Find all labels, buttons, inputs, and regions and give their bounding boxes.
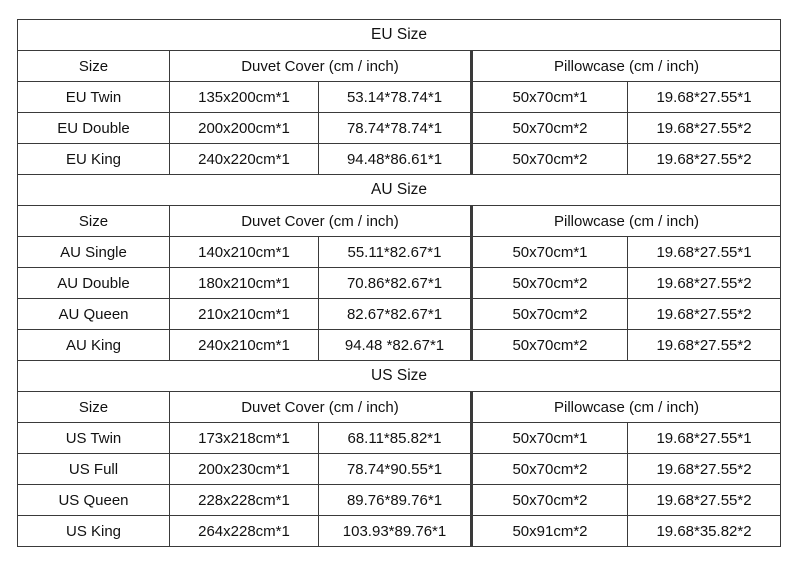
pillowcase-cm-cell: 50x70cm*2 <box>472 330 628 361</box>
duvet-inch-cell: 70.86*82.67*1 <box>319 268 472 299</box>
pillowcase-inch-cell: 19.68*27.55*2 <box>628 144 781 175</box>
section-title: EU Size <box>18 20 781 51</box>
size-name-cell: AU Queen <box>18 299 170 330</box>
table-row <box>18 268 781 299</box>
pillowcase-inch-cell: 19.68*27.55*1 <box>628 237 781 268</box>
pillowcase-cm-cell: 50x70cm*1 <box>472 82 628 113</box>
size-name-cell: US Twin <box>18 423 170 454</box>
duvet-cm-cell: 173x218cm*1 <box>170 423 319 454</box>
size-name-cell: EU Double <box>18 113 170 144</box>
size-name-cell: EU Twin <box>18 82 170 113</box>
column-header-row <box>18 206 781 237</box>
table-row <box>18 144 781 175</box>
duvet-cm-cell: 180x210cm*1 <box>170 268 319 299</box>
table-row <box>18 113 781 144</box>
section-title-row <box>18 361 781 392</box>
section-title: AU Size <box>18 175 781 206</box>
duvet-inch-cell: 55.11*82.67*1 <box>319 237 472 268</box>
size-name-cell: AU Double <box>18 268 170 299</box>
duvet-inch-cell: 78.74*90.55*1 <box>319 454 472 485</box>
pillowcase-cm-cell: 50x70cm*1 <box>472 237 628 268</box>
size-name-cell: US King <box>18 516 170 547</box>
header-duvet-cover: Duvet Cover (cm / inch) <box>170 392 472 423</box>
duvet-cm-cell: 228x228cm*1 <box>170 485 319 516</box>
table-row <box>18 237 781 268</box>
duvet-cm-cell: 240x210cm*1 <box>170 330 319 361</box>
size-chart-table <box>17 19 781 547</box>
table-row <box>18 82 781 113</box>
header-size: Size <box>18 206 170 237</box>
duvet-cm-cell: 200x230cm*1 <box>170 454 319 485</box>
header-pillowcase: Pillowcase (cm / inch) <box>472 51 781 82</box>
duvet-cm-cell: 200x200cm*1 <box>170 113 319 144</box>
pillowcase-cm-cell: 50x70cm*1 <box>472 423 628 454</box>
duvet-inch-cell: 78.74*78.74*1 <box>319 113 472 144</box>
table-row <box>18 485 781 516</box>
size-name-cell: AU Single <box>18 237 170 268</box>
duvet-cm-cell: 135x200cm*1 <box>170 82 319 113</box>
pillowcase-inch-cell: 19.68*27.55*2 <box>628 299 781 330</box>
pillowcase-inch-cell: 19.68*27.55*1 <box>628 82 781 113</box>
size-name-cell: AU King <box>18 330 170 361</box>
duvet-cm-cell: 140x210cm*1 <box>170 237 319 268</box>
table-row <box>18 516 781 547</box>
header-size: Size <box>18 51 170 82</box>
header-size: Size <box>18 392 170 423</box>
duvet-inch-cell: 82.67*82.67*1 <box>319 299 472 330</box>
duvet-inch-cell: 89.76*89.76*1 <box>319 485 472 516</box>
duvet-inch-cell: 68.11*85.82*1 <box>319 423 472 454</box>
table-row <box>18 330 781 361</box>
column-header-row <box>18 392 781 423</box>
table-row <box>18 454 781 485</box>
header-pillowcase: Pillowcase (cm / inch) <box>472 206 781 237</box>
duvet-inch-cell: 94.48*86.61*1 <box>319 144 472 175</box>
duvet-inch-cell: 53.14*78.74*1 <box>319 82 472 113</box>
section-title: US Size <box>18 361 781 392</box>
duvet-inch-cell: 103.93*89.76*1 <box>319 516 472 547</box>
pillowcase-inch-cell: 19.68*27.55*2 <box>628 485 781 516</box>
table-row <box>18 299 781 330</box>
pillowcase-inch-cell: 19.68*27.55*2 <box>628 330 781 361</box>
duvet-inch-cell: 94.48 *82.67*1 <box>319 330 472 361</box>
size-name-cell: EU King <box>18 144 170 175</box>
size-chart-body <box>18 20 781 547</box>
duvet-cm-cell: 264x228cm*1 <box>170 516 319 547</box>
section-title-row <box>18 20 781 51</box>
header-pillowcase: Pillowcase (cm / inch) <box>472 392 781 423</box>
pillowcase-inch-cell: 19.68*27.55*2 <box>628 454 781 485</box>
pillowcase-cm-cell: 50x70cm*2 <box>472 485 628 516</box>
table-row <box>18 423 781 454</box>
pillowcase-cm-cell: 50x70cm*2 <box>472 268 628 299</box>
column-header-row <box>18 51 781 82</box>
pillowcase-inch-cell: 19.68*27.55*2 <box>628 113 781 144</box>
size-name-cell: US Full <box>18 454 170 485</box>
pillowcase-inch-cell: 19.68*35.82*2 <box>628 516 781 547</box>
size-name-cell: US Queen <box>18 485 170 516</box>
pillowcase-inch-cell: 19.68*27.55*1 <box>628 423 781 454</box>
header-duvet-cover: Duvet Cover (cm / inch) <box>170 51 472 82</box>
pillowcase-cm-cell: 50x70cm*2 <box>472 299 628 330</box>
duvet-cm-cell: 240x220cm*1 <box>170 144 319 175</box>
pillowcase-cm-cell: 50x91cm*2 <box>472 516 628 547</box>
pillowcase-cm-cell: 50x70cm*2 <box>472 113 628 144</box>
header-duvet-cover: Duvet Cover (cm / inch) <box>170 206 472 237</box>
pillowcase-inch-cell: 19.68*27.55*2 <box>628 268 781 299</box>
pillowcase-cm-cell: 50x70cm*2 <box>472 454 628 485</box>
duvet-cm-cell: 210x210cm*1 <box>170 299 319 330</box>
pillowcase-cm-cell: 50x70cm*2 <box>472 144 628 175</box>
section-title-row <box>18 175 781 206</box>
